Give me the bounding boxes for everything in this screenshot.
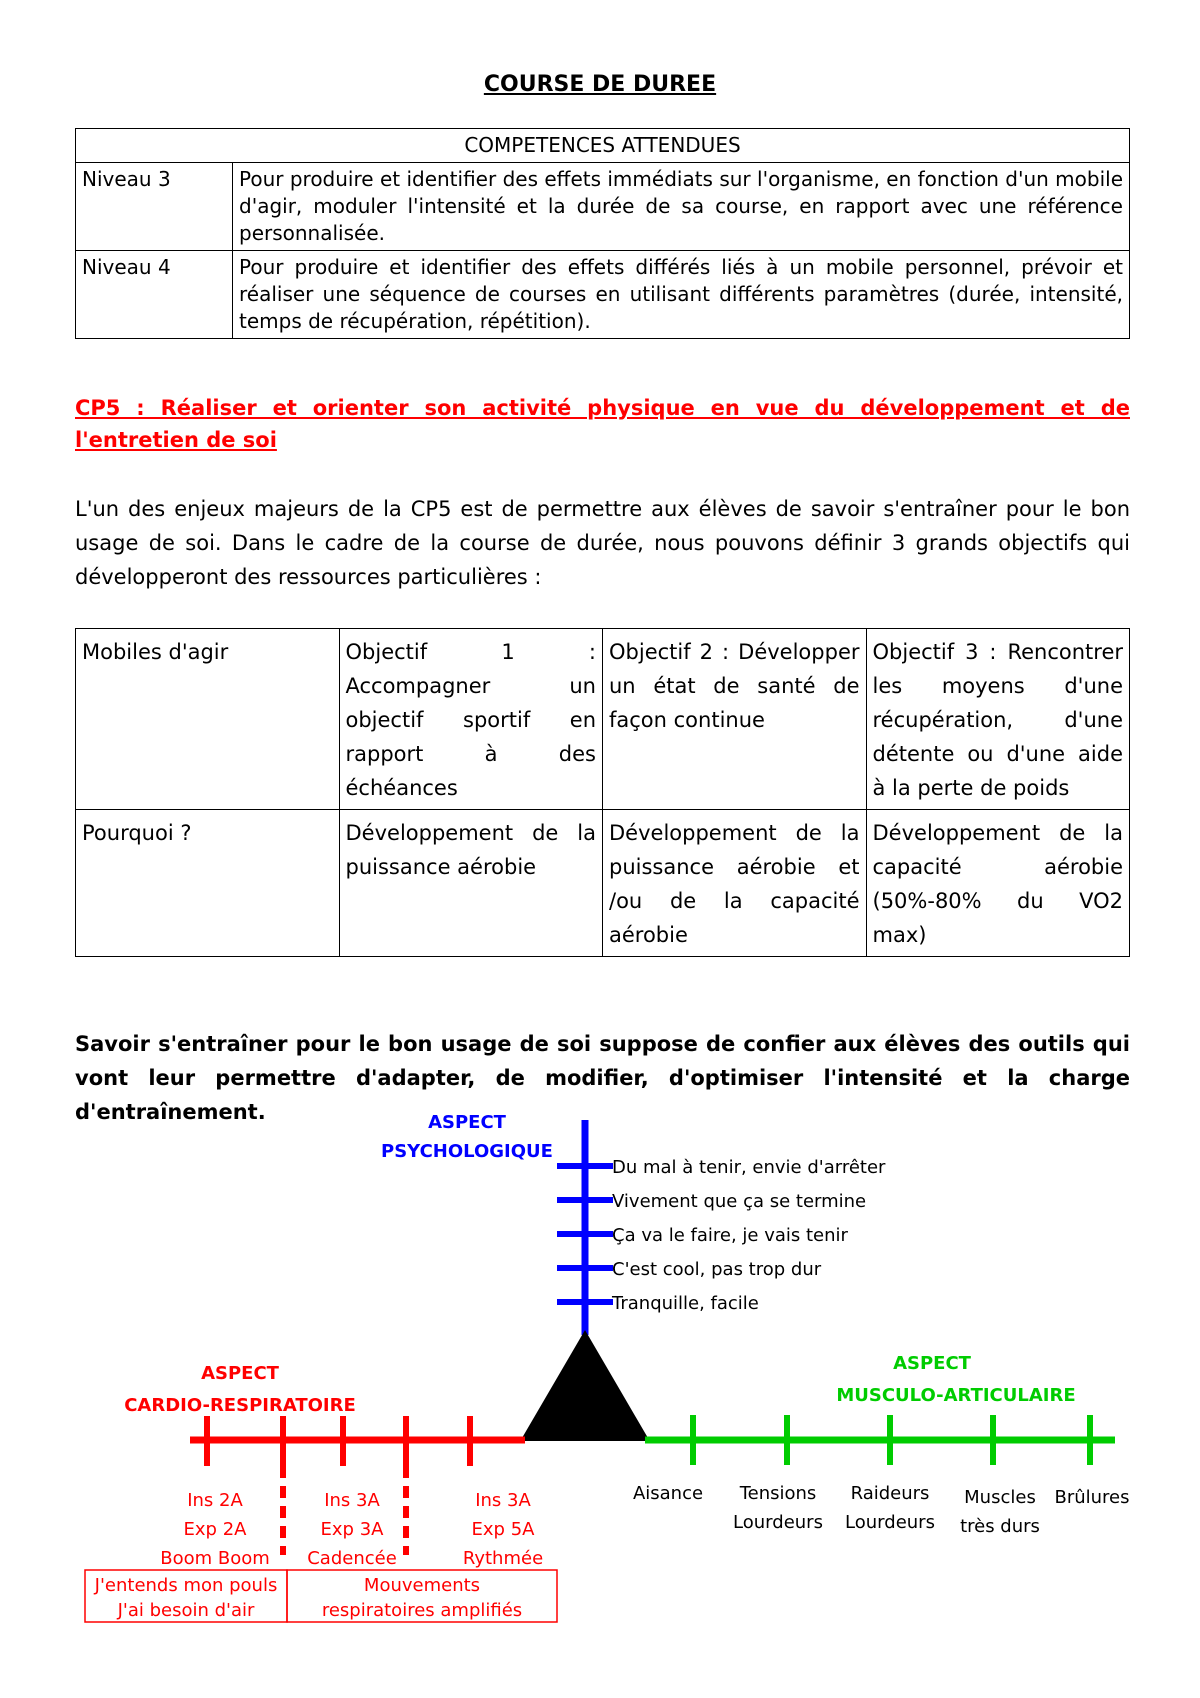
cardio-box-text: Mouvements [363, 1575, 481, 1596]
table-cell: Développement de la capacité aérobie (50%-80% du VO2 max) [866, 810, 1130, 957]
psych-level: C'est cool, pas trop dur [612, 1259, 822, 1280]
cp5-heading: CP5 : Réaliser et orienter son activité physique en vue du développement et de l'entretien de soi [75, 396, 1130, 452]
psych-level: Du mal à tenir, envie d'arrêter [612, 1157, 886, 1178]
musculo-label: Tensions [739, 1483, 817, 1504]
level-text: Pour produire et identifier des effets différés liés à un mobile personnel, prévoir et réaliser une séquence de courses en utilisant différents paramètres (durée, intensité, temps de récupération, répétition). [233, 251, 1130, 339]
psych-level: Ça va le faire, je vais tenir [612, 1225, 848, 1246]
level-label: Niveau 4 [76, 251, 233, 339]
cardio-title-1: ASPECT [201, 1363, 279, 1384]
table-cell: Pourquoi ? [76, 810, 340, 957]
musculo-label: Aisance [632, 1483, 704, 1504]
intro-paragraph: L'un des enjeux majeurs de la CP5 est de permettre aux élèves de savoir s'entraîner pour le bon usage de soi. Dans le cadre de la course de durée, nous pouvons définir 3 grands objectifs qui développeront des ressources particulières : [75, 497, 1130, 589]
cardio-box-text: respiratoires amplifiés [321, 1600, 523, 1621]
psych-level: Tranquille, facile [612, 1293, 759, 1314]
pivot-triangle [522, 1332, 648, 1440]
level-label: Niveau 3 [76, 163, 233, 251]
musculo-label: Raideurs [850, 1483, 930, 1504]
musculo-label: Lourdeurs [733, 1512, 823, 1533]
musculo-title-2: MUSCULO-ARTICULAIRE [836, 1385, 1076, 1406]
musculo-label: Lourdeurs [845, 1512, 935, 1533]
psych-title-2: PSYCHOLOGIQUE [381, 1141, 553, 1162]
table-cell: Objectif 2 : Développer un état de santé de façon continue [603, 629, 867, 810]
cardio-label: Exp 2A [183, 1519, 247, 1540]
cardio-label: Exp 3A [320, 1519, 384, 1540]
musculo-title-1: ASPECT [893, 1353, 971, 1374]
page-title: COURSE DE DUREE [483, 72, 717, 97]
closing-paragraph: Savoir s'entraîner pour le bon usage de soi suppose de confier aux élèves des outils qui vont leur permettre d'adapter, de modifier, d'optimiser l'intensité et la charge d'entraînement. [75, 1032, 1130, 1124]
cardio-label: Boom Boom [160, 1548, 270, 1569]
level-text: Pour produire et identifier des effets immédiats sur l'organisme, en fonction d'un mobile d'agir, moduler l'intensité et la durée de sa course, en rapport avec une référence personnalisée. [233, 163, 1130, 251]
musculo-label: Brûlures [1054, 1487, 1130, 1508]
cardio-label: Rythmée [462, 1548, 544, 1569]
table-cell: Développement de la puissance aérobie et /ou de la capacité aérobie [603, 810, 867, 957]
table-cell: Mobiles d'agir [76, 629, 340, 810]
psychological-axis [557, 1120, 613, 1335]
musculo-label: très durs [960, 1516, 1040, 1537]
cardio-title-2: CARDIO-RESPIRATOIRE [124, 1395, 356, 1416]
cardio-label: Cadencée [307, 1548, 397, 1569]
cardio-box-text: J'entends mon pouls [94, 1575, 278, 1596]
musculo-label: Muscles [964, 1487, 1036, 1508]
cardio-label: Ins 2A [187, 1490, 243, 1511]
musculo-axis [645, 1415, 1115, 1465]
cardio-box-text: J'ai besoin d'air [117, 1600, 255, 1621]
competences-header: COMPETENCES ATTENDUES [76, 129, 1130, 163]
table-cell: Développement de la puissance aérobie [339, 810, 603, 957]
psych-level: Vivement que ça se termine [612, 1191, 867, 1212]
cardio-label: Ins 3A [324, 1490, 380, 1511]
cardio-label: Exp 5A [471, 1519, 535, 1540]
psych-title-1: ASPECT [428, 1112, 506, 1133]
table-cell: Objectif 3 : Rencontrer les moyens d'une récupération, d'une détente ou d'une aide à la perte de poids [866, 629, 1130, 810]
table-cell: Objectif 1 : Accompagner un objectif sportif en rapport à des échéances [339, 629, 603, 810]
cardio-label: Ins 3A [475, 1490, 531, 1511]
